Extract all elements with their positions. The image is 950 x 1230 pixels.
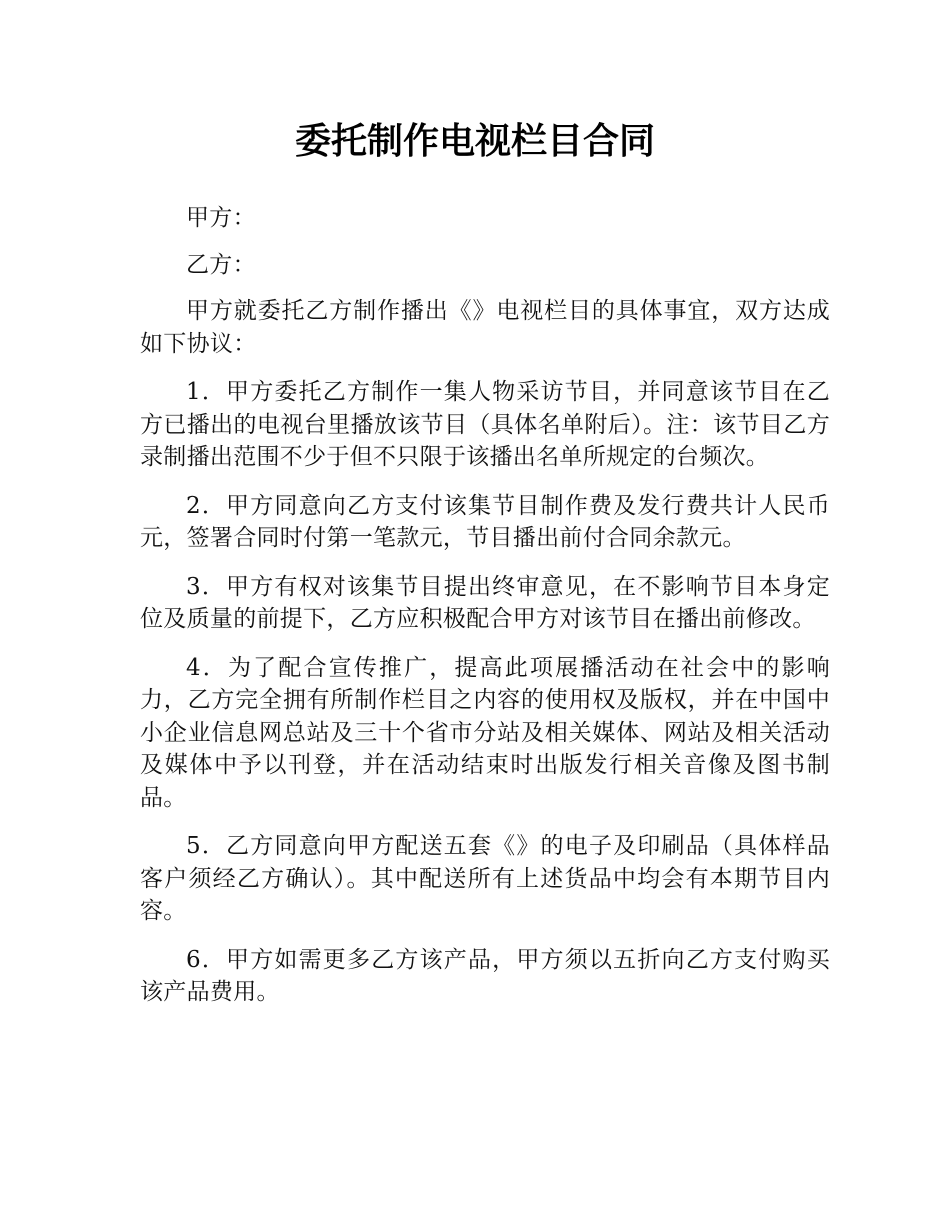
clause-6: 6．甲方如需更多乙方该产品，甲方须以五折向乙方支付购买该产品费用。 bbox=[140, 946, 830, 1005]
clause-2: 2．甲方同意向乙方支付该集节目制作费及发行费共计人民币元，签署合同时付第一笔款元，节目播出前付合同余款元。 bbox=[140, 492, 830, 551]
preamble-paragraph: 甲方就委托乙方制作播出《》电视栏目的具体事宜，双方达成如下协议： bbox=[140, 298, 830, 357]
party-b-line: 乙方： bbox=[186, 251, 256, 278]
document-title: 委托制作电视栏目合同 bbox=[294, 121, 655, 162]
party-a-line: 甲方： bbox=[186, 205, 256, 231]
clause-4: 4．为了配合宣传推广，提高此项展播活动在社会中的影响力，乙方完全拥有所制作栏目之内容的使用权及版权，并在中国中小企业信息网总站及三十个省市分站及相关媒体、网站及相关活动及媒体中予以刊登，并在活动结束时出版发行相关音像及图书制品。 bbox=[140, 654, 830, 811]
clause-1: 1．甲方委托乙方制作一集人物采访节目，并同意该节目在乙方已播出的电视台里播放该节目（具体名单附后）。注：该节目乙方录制播出范围不少于但不只限于该播出名单所规定的台频次。 bbox=[140, 379, 830, 470]
clause-5: 5．乙方同意向甲方配送五套《》的电子及印刷品（具体样品客户须经乙方确认）。其中配送所有上述货品中均会有本期节目内容。 bbox=[140, 833, 830, 924]
clause-3: 3．甲方有权对该集节目提出终审意见，在不影响节目本身定位及质量的前提下，乙方应积极配合甲方对该节目在播出前修改。 bbox=[140, 573, 830, 632]
contract-body bbox=[140, 202, 830, 1025]
